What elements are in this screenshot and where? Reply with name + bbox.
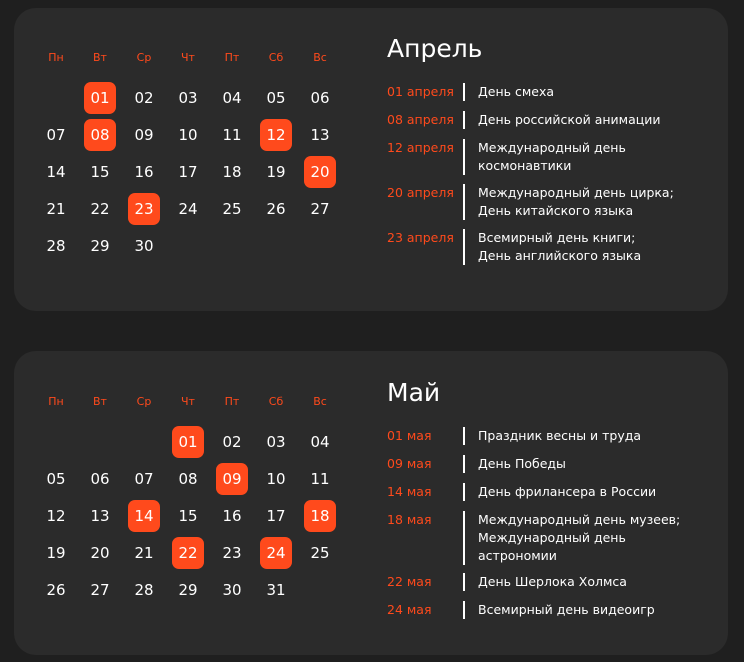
day-cell[interactable]: 30 — [134, 237, 154, 255]
day-cell[interactable]: 31 — [266, 581, 286, 599]
day-cell[interactable]: 06 — [90, 470, 110, 488]
day-cell[interactable]: 04 — [310, 433, 330, 451]
day-cell[interactable]: 15 — [178, 507, 198, 525]
day-cell[interactable]: 03 — [178, 89, 198, 107]
april-calendar-card — [14, 8, 728, 311]
event-divider — [463, 573, 465, 591]
day-cell[interactable]: 12 — [260, 119, 292, 151]
day-cell[interactable]: 18 — [304, 500, 336, 532]
day-cell[interactable]: 08 — [178, 470, 198, 488]
event-date: 23 апреля — [387, 230, 454, 245]
event-item — [387, 601, 655, 619]
day-cell[interactable]: 14 — [128, 500, 160, 532]
event-divider — [463, 111, 465, 129]
day-cell[interactable]: 22 — [172, 537, 204, 569]
day-cell[interactable]: 19 — [266, 163, 286, 181]
day-cell[interactable]: 11 — [222, 126, 242, 144]
day-cell[interactable]: 01 — [84, 82, 116, 114]
event-title: День Победы — [478, 456, 566, 471]
day-cell[interactable]: 14 — [46, 163, 66, 181]
weekday-label: Вс — [313, 50, 327, 64]
day-cell[interactable]: 30 — [222, 581, 242, 599]
event-item — [387, 184, 674, 220]
event-title: День фрилансера в России — [478, 484, 657, 499]
event-title: День российской анимации — [478, 112, 661, 127]
day-cell[interactable]: 09 — [216, 463, 248, 495]
event-title: Международный день космонавтики — [478, 140, 626, 173]
event-title: Праздник весны и труда — [478, 428, 642, 443]
day-cell[interactable]: 16 — [134, 163, 154, 181]
week-row — [40, 82, 348, 114]
day-cell[interactable]: 27 — [310, 200, 330, 218]
day-cell[interactable]: 28 — [134, 581, 154, 599]
event-title: День Шерлока Холмса — [478, 574, 627, 589]
event-divider — [463, 229, 465, 265]
day-cell[interactable]: 11 — [310, 470, 330, 488]
event-item — [387, 83, 554, 101]
event-date: 14 мая — [387, 484, 432, 499]
day-cell[interactable]: 27 — [90, 581, 110, 599]
day-cell[interactable]: 13 — [310, 126, 330, 144]
day-cell[interactable]: 22 — [90, 200, 110, 218]
event-item — [387, 483, 656, 501]
weekday-label: Чт — [181, 394, 195, 408]
month-title: Апрель — [387, 34, 483, 63]
week-row — [40, 230, 348, 262]
event-divider — [463, 83, 465, 101]
day-cell[interactable]: 20 — [304, 156, 336, 188]
event-title: День смеха — [478, 84, 555, 99]
week-row — [40, 119, 348, 151]
event-date: 18 мая — [387, 512, 432, 527]
event-date: 22 мая — [387, 574, 432, 589]
event-item — [387, 111, 661, 129]
week-row — [40, 426, 348, 458]
day-cell[interactable]: 05 — [266, 89, 286, 107]
weekday-label: Вт — [93, 50, 107, 64]
day-cell[interactable]: 15 — [90, 163, 110, 181]
event-item — [387, 229, 641, 265]
event-title: Международный день цирка; День китайского языка — [478, 185, 674, 218]
event-title: Международный день музеев; Международный день астрономии — [478, 512, 681, 563]
event-divider — [463, 184, 465, 220]
day-cell[interactable]: 28 — [46, 237, 66, 255]
event-date: 09 мая — [387, 456, 432, 471]
weekday-label: Пн — [48, 394, 64, 408]
event-date: 20 апреля — [387, 185, 454, 200]
day-cell[interactable]: 24 — [178, 200, 198, 218]
weekday-label: Сб — [268, 50, 284, 64]
event-item — [387, 427, 641, 445]
event-item — [387, 511, 680, 565]
week-row — [40, 156, 348, 188]
event-divider — [463, 511, 465, 565]
weekday-header-row — [40, 385, 348, 417]
event-divider — [463, 601, 465, 619]
day-cell[interactable]: 02 — [134, 89, 154, 107]
weekday-header-row — [40, 41, 348, 73]
day-cell[interactable]: 07 — [46, 126, 66, 144]
event-item — [387, 139, 626, 175]
day-cell[interactable]: 07 — [134, 470, 154, 488]
week-row — [40, 193, 348, 225]
event-divider — [463, 455, 465, 473]
event-divider — [463, 483, 465, 501]
day-cell[interactable]: 10 — [266, 470, 286, 488]
day-cell[interactable]: 29 — [90, 237, 110, 255]
week-row — [40, 500, 348, 532]
day-cell[interactable]: 18 — [222, 163, 242, 181]
weekday-label: Чт — [181, 50, 195, 64]
day-cell[interactable]: 04 — [222, 89, 242, 107]
event-date: 24 мая — [387, 602, 432, 617]
day-cell[interactable]: 29 — [178, 581, 198, 599]
weekday-label: Пн — [48, 50, 64, 64]
week-row — [40, 537, 348, 569]
day-cell[interactable]: 10 — [178, 126, 198, 144]
day-cell[interactable]: 17 — [178, 163, 198, 181]
day-cell[interactable]: 26 — [46, 581, 66, 599]
event-item — [387, 573, 627, 591]
event-item — [387, 455, 566, 473]
week-row — [40, 574, 348, 606]
day-cell[interactable]: 12 — [46, 507, 66, 525]
day-cell[interactable]: 21 — [134, 544, 154, 562]
day-cell[interactable]: 06 — [310, 89, 330, 107]
day-cell[interactable]: 01 — [172, 426, 204, 458]
day-cell[interactable]: 23 — [222, 544, 242, 562]
day-cell[interactable]: 05 — [46, 470, 66, 488]
event-divider — [463, 139, 465, 175]
weekday-label: Вс — [313, 394, 327, 408]
weekday-label: Ср — [136, 50, 152, 64]
day-cell[interactable]: 02 — [222, 433, 242, 451]
day-cell[interactable]: 21 — [46, 200, 66, 218]
weekday-label: Пт — [224, 50, 240, 64]
month-title: Май — [387, 378, 441, 407]
day-cell[interactable]: 19 — [46, 544, 66, 562]
day-cell[interactable]: 23 — [128, 193, 160, 225]
day-cell[interactable]: 20 — [90, 544, 110, 562]
day-cell[interactable]: 09 — [134, 126, 154, 144]
event-title: Всемирный день видеоигр — [478, 602, 655, 617]
week-row — [40, 463, 348, 495]
event-date: 01 мая — [387, 428, 432, 443]
day-cell[interactable]: 16 — [222, 507, 242, 525]
day-cell[interactable]: 13 — [90, 507, 110, 525]
day-cell[interactable]: 25 — [310, 544, 330, 562]
event-date: 12 апреля — [387, 140, 454, 155]
event-date: 08 апреля — [387, 112, 454, 127]
day-cell[interactable]: 26 — [266, 200, 286, 218]
event-title: Всемирный день книги; День английского языка — [478, 230, 642, 263]
day-cell[interactable]: 03 — [266, 433, 286, 451]
day-cell[interactable]: 08 — [84, 119, 116, 151]
day-cell[interactable]: 25 — [222, 200, 242, 218]
event-date: 01 апреля — [387, 84, 454, 99]
weekday-label: Ср — [136, 394, 152, 408]
weekday-label: Пт — [224, 394, 240, 408]
day-cell[interactable]: 24 — [260, 537, 292, 569]
day-cell[interactable]: 17 — [266, 507, 286, 525]
weekday-label: Сб — [268, 394, 284, 408]
may-calendar-card — [14, 351, 728, 655]
weekday-label: Вт — [93, 394, 107, 408]
event-divider — [463, 427, 465, 445]
